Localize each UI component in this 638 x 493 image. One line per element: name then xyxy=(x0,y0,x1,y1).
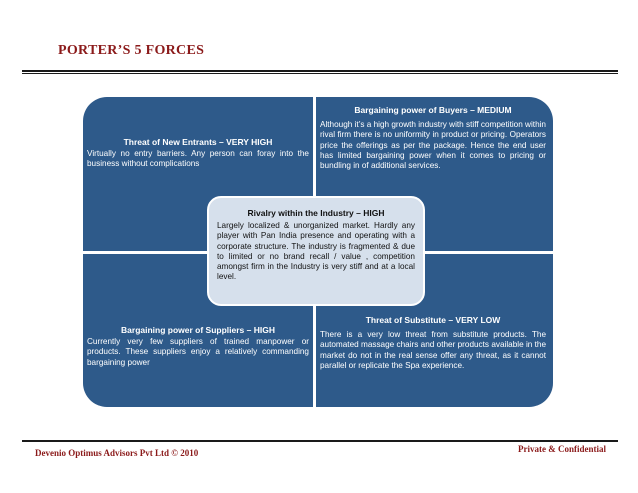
page-title: PORTER’S 5 FORCES xyxy=(58,43,205,58)
substitute-heading: Threat of Substitute – VERY LOW xyxy=(365,315,501,325)
buyers-body: Although it’s a high growth industry with stiff competition within rival firm there is no uniformity in product or pricing. Operators price the offerings as per the package. Hence the end user has limited bargaining power when it comes to pricing or bundling in of additional services. xyxy=(320,120,546,171)
substitute-body: There is a very low threat from substitute products. The automated massage chairs and other products available in the market do not in the real sense offer any threat, as it cannot parallel or replicate the Spa experience. xyxy=(320,330,546,370)
rivalry-heading: Rivalry within the Industry – HIGH xyxy=(247,208,385,218)
footer-rule xyxy=(22,440,618,442)
suppliers-cell xyxy=(87,325,309,368)
rivalry-body: Largely localized & unorganized market. Hardly any player with Pan India presence and operating with a corporate structure. The industry is fragmented & due to limited or no brand recall / value , competition amongst firm in the Industry is very stiff and at a local level. xyxy=(217,221,415,282)
substitute-cell xyxy=(320,315,546,371)
suppliers-body: Currently very few suppliers of trained manpower or products. These suppliers enjoy a relatively commanding bargaining power xyxy=(87,337,309,367)
header-rule-thin xyxy=(22,73,618,74)
buyers-cell xyxy=(320,105,546,171)
header-rule xyxy=(22,70,618,72)
buyers-heading: Bargaining power of Buyers – MEDIUM xyxy=(354,105,512,115)
new-entrants-heading: Threat of New Entrants – VERY HIGH xyxy=(123,137,273,147)
new-entrants-cell xyxy=(87,137,309,170)
footer-copyright: Devenio Optimus Advisors Pvt Ltd © 2010 xyxy=(35,448,199,458)
new-entrants-body: Virtually no entry barriers. Any person can foray into the business without complications xyxy=(87,149,309,169)
rivalry-box xyxy=(207,196,425,306)
footer-confidential: Private & Confidential xyxy=(518,444,606,454)
suppliers-heading: Bargaining power of Suppliers – HIGH xyxy=(121,325,275,335)
